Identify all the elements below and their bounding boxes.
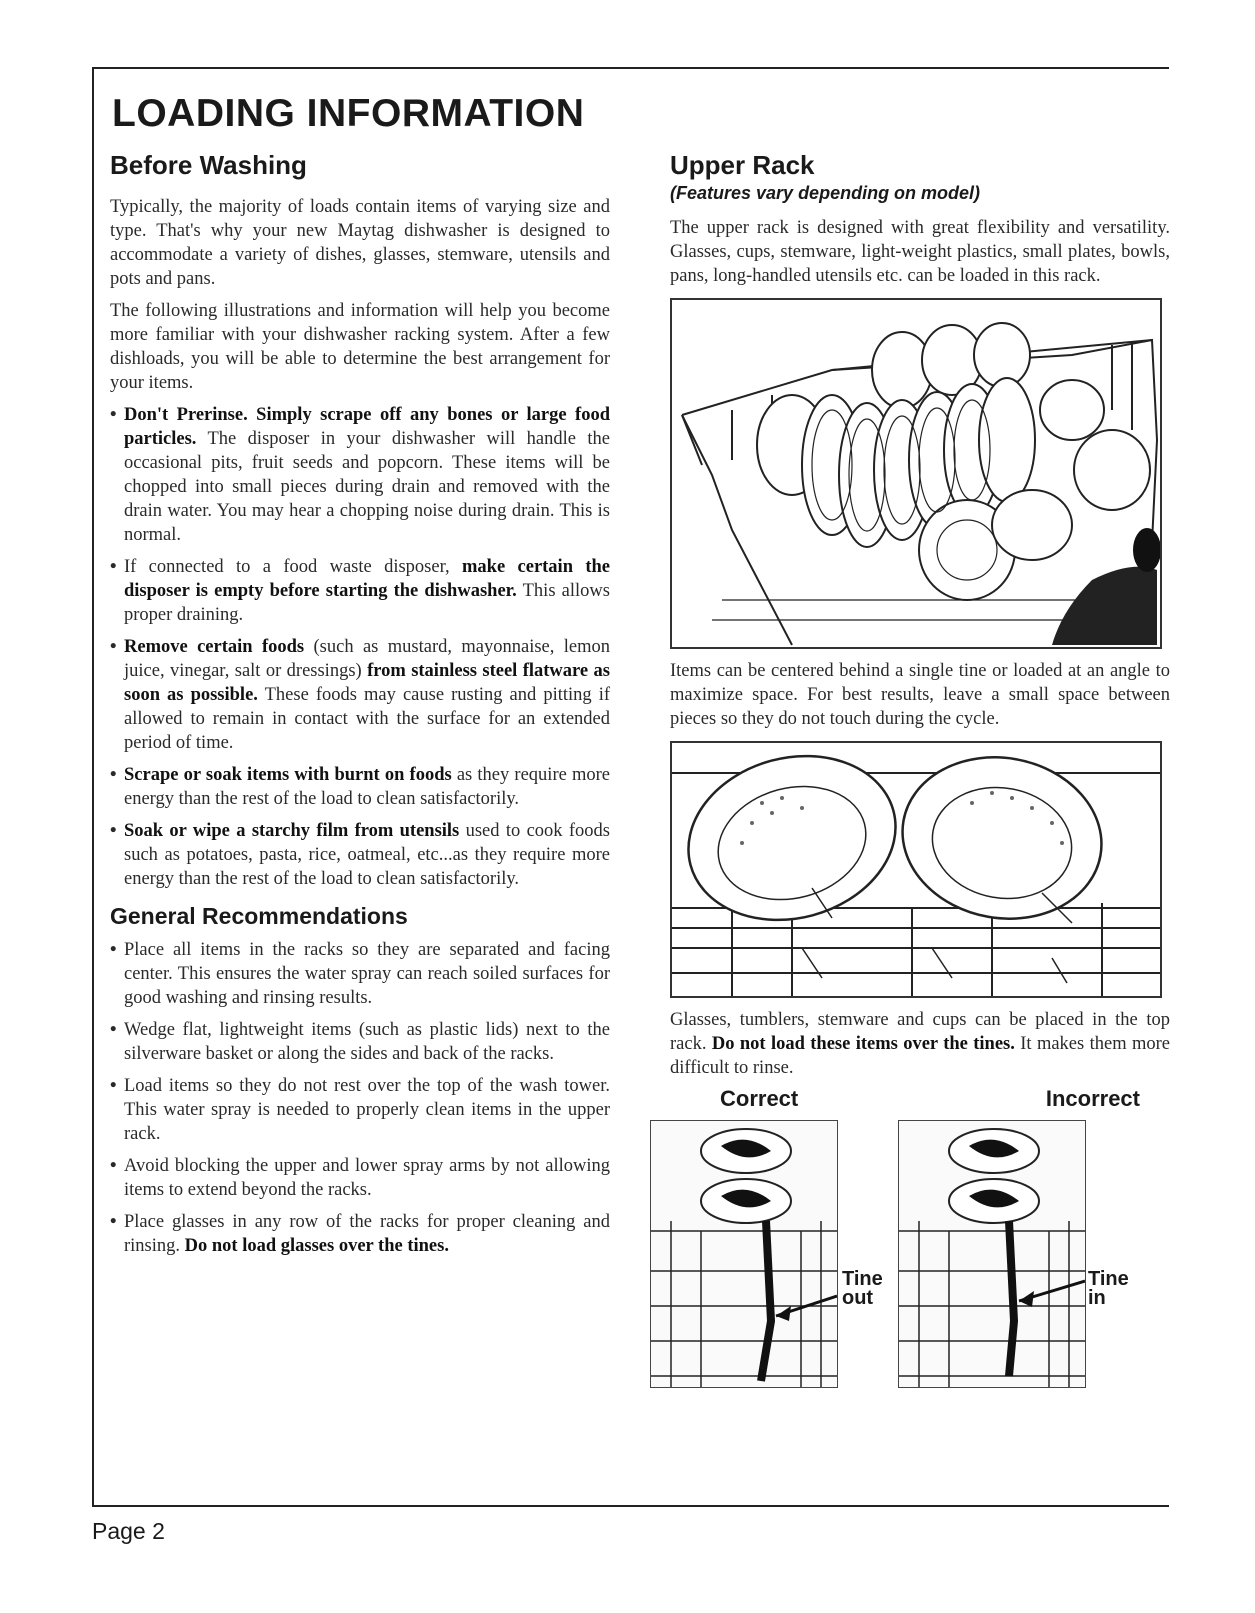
paragraph-text: Glasses, tumblers, stemware and cups can be placed in the top rack. [670,1010,1170,1054]
upper-rack-heading: Upper Rack [670,150,815,180]
page-number: Page 2 [92,1518,165,1544]
plates-drawing [672,743,1160,996]
upper-rack-subtitle: (Features vary depending on model) [670,183,981,203]
right-column [670,150,1170,1390]
page-title: LOADING INFORMATION [112,92,585,135]
bullet-text: Wedge flat, lightweight items (such as plastic lids) next to the silverware basket or along the sides and back of the racks. [124,1020,610,1064]
bullet-bold: Soak or wipe a starchy film from utensils [124,821,460,841]
bullet-text: Place all items in the racks so they are separated and facing center. This ensures the water spray can reach soiled surfaces for good washing and rinsing results. [124,940,610,1008]
bullet-text: used to cook foods such as potatoes, pasta, rice, oatmeal, etc...as they require more energy than the rest of the load to clean satisfactorily. [124,821,611,889]
glasses-paragraph [670,1008,1170,1080]
bullet-text: as they require more energy than the rest of the load to clean satisfactorily. [124,765,610,809]
list-item [110,763,610,811]
bullet-text: If connected to a food waste disposer, [124,557,462,577]
intro-paragraph: Typically, the majority of loads contain items of varying size and type. That's why your new Maytag dishwasher is designed to accommodate a variety of dishes, glasses, stemware, utensils and pots and pans. [110,197,610,289]
bullet-bold: Remove certain foods [124,637,305,657]
loaded-rack-illustration [670,298,1162,649]
plates-illustration [670,741,1162,998]
bullet-text: Load items so they do not rest over the top of the wash tower. This water spray is needed to properly clean items in the upper rack. [124,1076,610,1144]
list-item [110,1074,610,1146]
bullet-text: This allows proper draining. [124,581,610,625]
rack-drawing [672,300,1160,647]
bullet-text: The disposer in your dishwasher will handle the occasional pits, fruit seeds and popcorn. These items will be chopped into small pieces during drain and removed with the drain water. You may hear a chopping noise during drain. This is normal. [124,429,610,545]
bottom-rule [92,1505,1169,1507]
correct-illustration [650,1120,838,1388]
list-item [110,1018,610,1066]
bullet-bold: Don't Prerinse. Simply scrape off any bones or large food particles. [124,405,610,449]
upper-rack-paragraph: The upper rack is designed with great flexibility and versatility. Glasses, cups, stemware, light-weight plastics, small plates, bowls, pans, long-handled utensils etc. can be loaded in this rack. [670,218,1170,286]
incorrect-label: Incorrect [1045,1086,1140,1111]
list-item [110,1154,610,1202]
bullet-bold: Scrape or soak items with burnt on foods [124,765,452,785]
list-item [110,1210,610,1258]
bullet-bold: Do not load glasses over the tines. [184,1236,449,1256]
centering-paragraph: Items can be centered behind a single tine or loaded at an angle to maximize space. For best results, leave a small space between pieces so they do not touch during the cycle. [670,661,1170,729]
correct-glass-drawing [651,1121,837,1387]
incorrect-glass-drawing [899,1121,1085,1387]
paragraph-bold: Do not load these items over the tines. [711,1034,1015,1054]
illustrations-paragraph: The following illustrations and information will help you become more familiar with your dishwasher racking system. After a few dishloads, you will be able to determine the best arrangement for your items. [110,301,610,393]
bullet-bold: from stainless steel flatware as soon as possible. [124,661,610,705]
list-item [110,938,610,1010]
tine-comparison [670,1120,1170,1390]
tine-out-label: Tine out [842,1268,883,1309]
left-column [110,150,610,1258]
general-recommendations-heading: General Recommendations [110,903,408,929]
bullet-bold: make certain the disposer is empty before starting the dishwasher. [124,557,611,601]
before-washing-list [110,403,610,891]
bullet-text: These foods may cause rusting and pitting if allowed to remain in contact with the surface for an extended period of time. [124,685,610,753]
list-item [110,403,610,547]
incorrect-illustration [898,1120,1086,1388]
correct-incorrect-labels [670,1086,1170,1112]
list-item [110,555,610,627]
list-item [110,819,610,891]
general-list [110,938,610,1258]
tine-in-label: Tine in [1088,1268,1129,1309]
bullet-text: Avoid blocking the upper and lower spray arms by not allowing items to extend beyond the racks. [124,1156,610,1200]
paragraph-text: It makes them more difficult to rinse. [670,1034,1170,1078]
left-rule [92,67,94,1505]
bullet-text: (such as mustard, mayonnaise, lemon juice, vinegar, salt or dressings) [124,637,610,681]
correct-label: Correct [720,1086,799,1111]
list-item [110,635,610,755]
top-rule [92,67,1169,69]
bullet-text: Place glasses in any row of the racks for proper cleaning and rinsing. [124,1212,610,1256]
before-washing-heading: Before Washing [110,150,307,180]
